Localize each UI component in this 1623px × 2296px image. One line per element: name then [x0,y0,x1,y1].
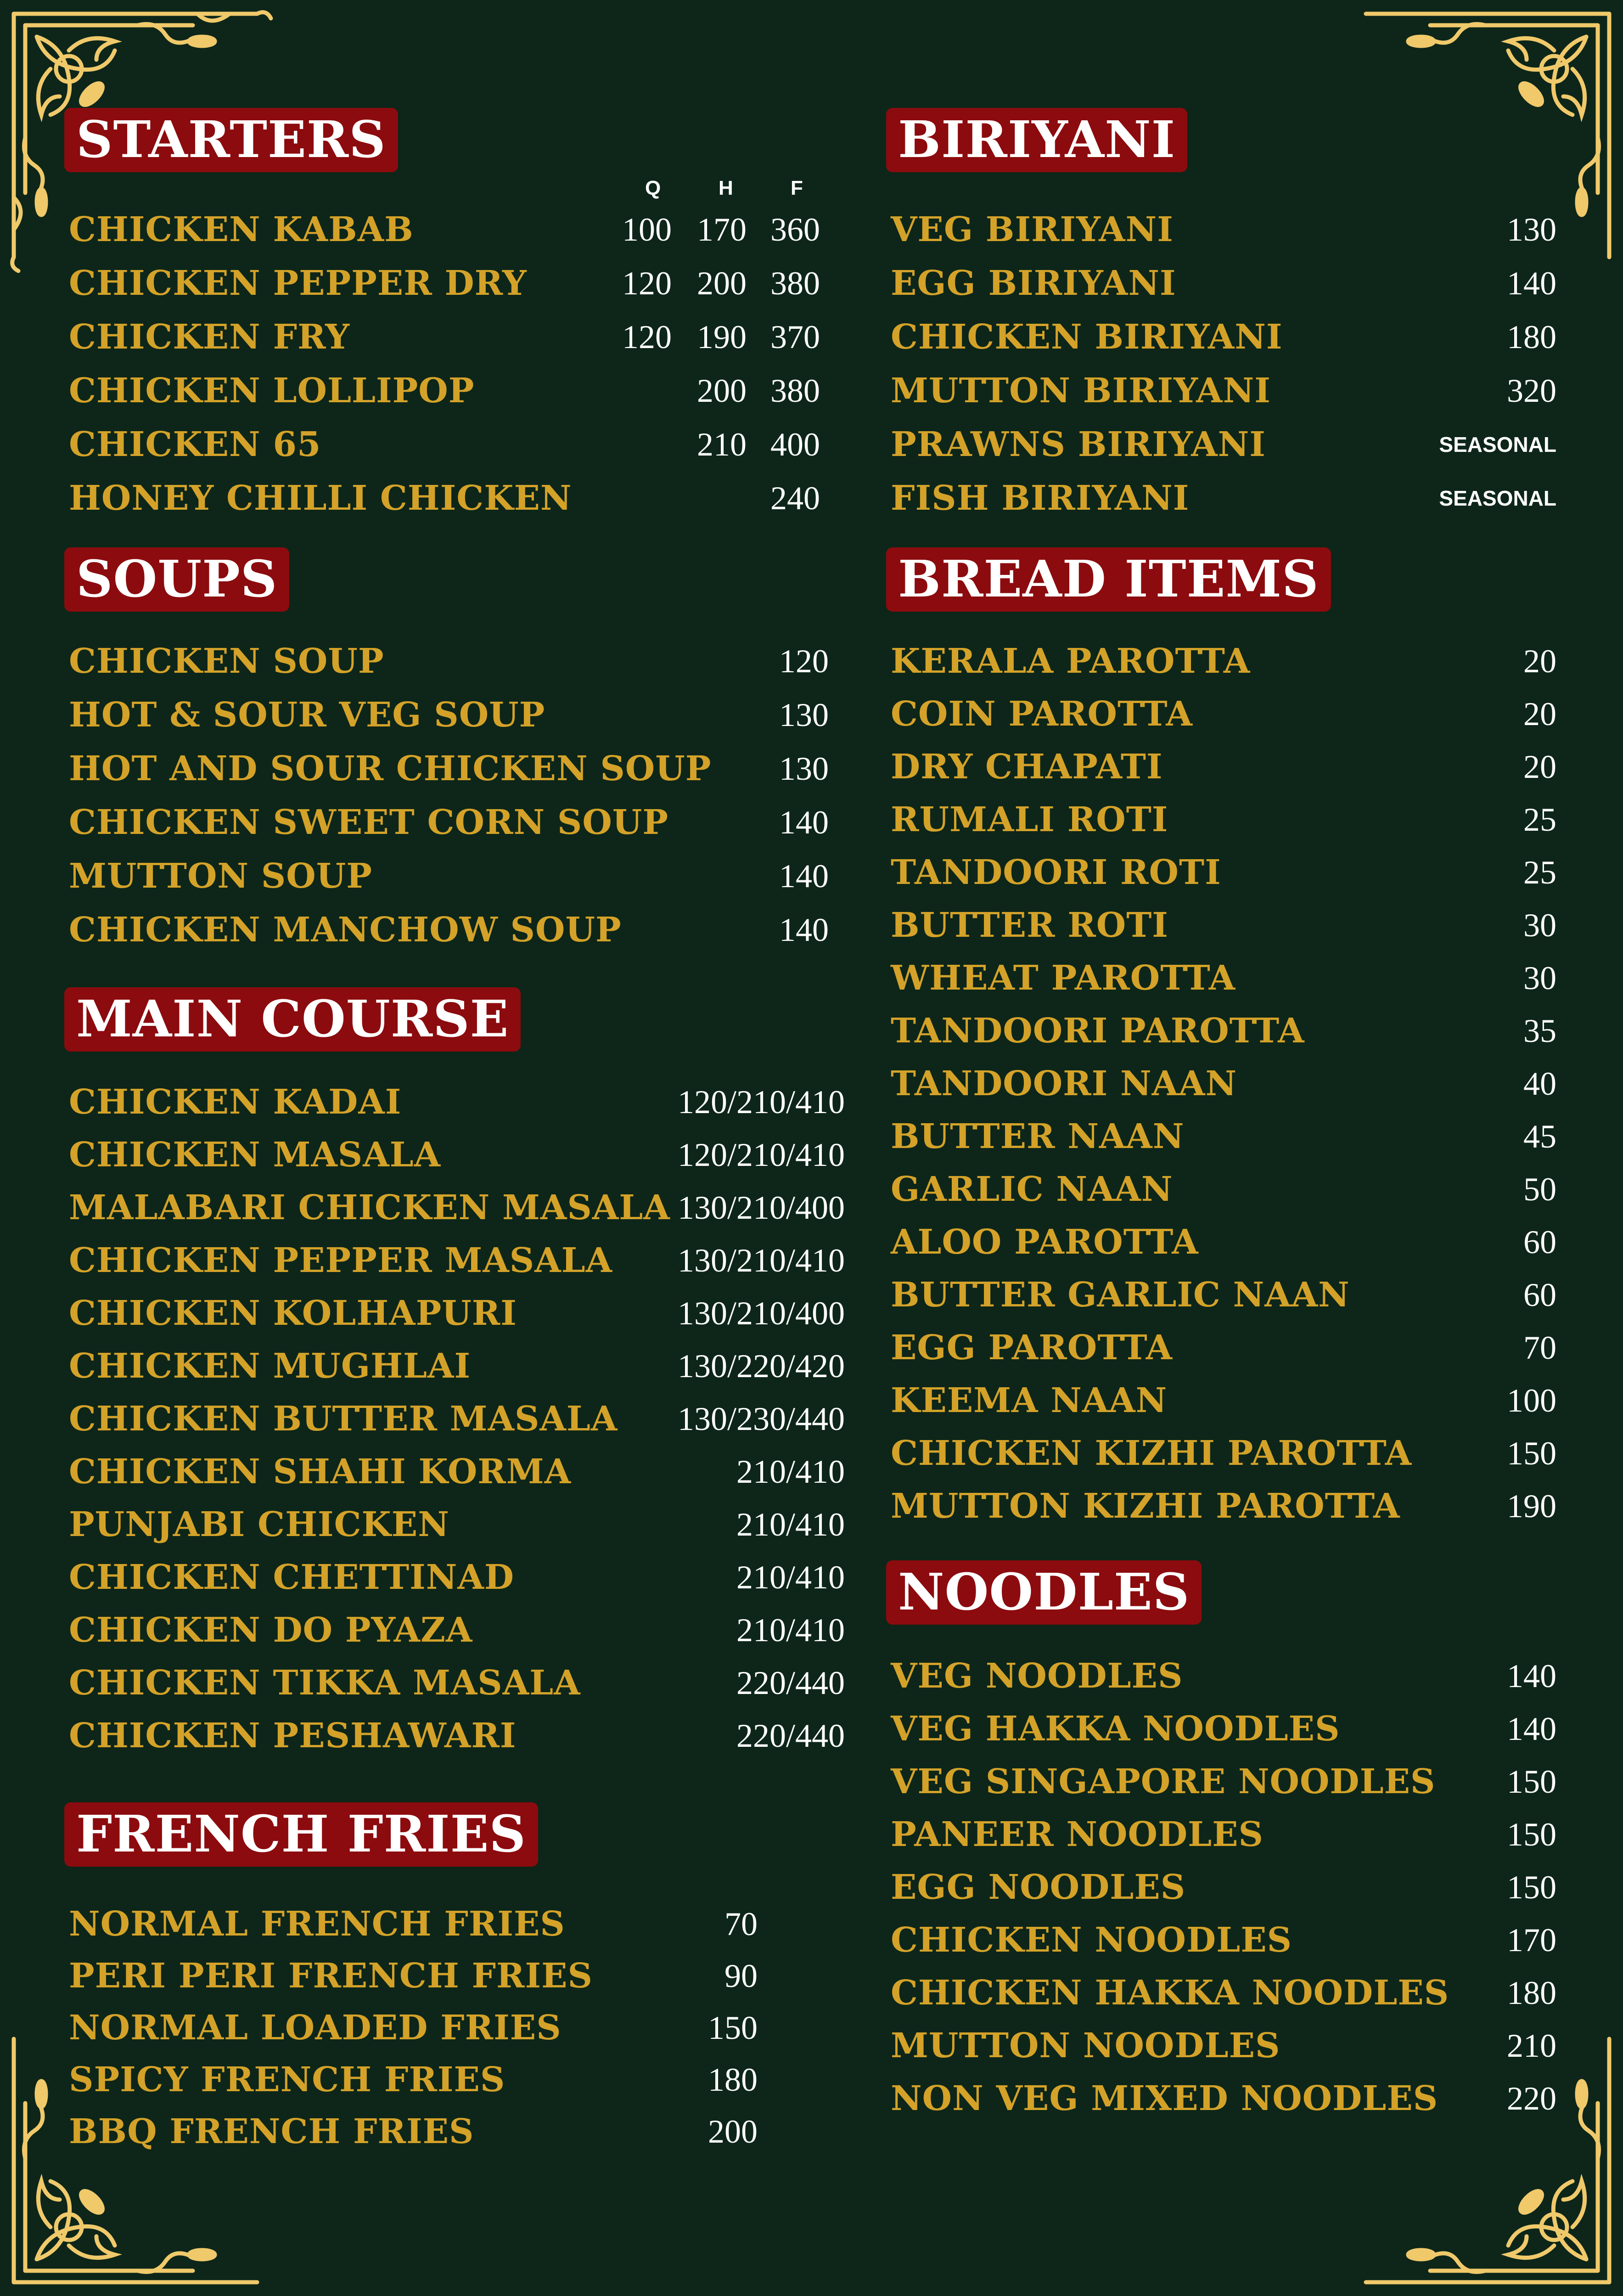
main-course-section [64,987,845,1052]
menu-item [886,1430,1566,1476]
item-price: 210/410 [736,1612,845,1649]
item-price: 130 [1507,211,1556,248]
item-name: CHICKEN BIRIYANI [891,317,1283,357]
section-title: NOODLES [886,1560,1202,1625]
item-name: CHICKEN BUTTER MASALA [69,1399,618,1439]
menu-item [886,260,1566,306]
item-price: 210 [1507,2027,1556,2064]
item-name: MUTTON NOODLES [891,2026,1280,2065]
item-price: 220/440 [736,1717,845,1754]
item-price: 130/220/420 [677,1348,845,1384]
column-header-h: H [719,177,733,199]
item-price: 140 [779,858,829,895]
menu-item [886,691,1566,737]
item-name: CHICKEN LOLLIPOP [69,371,475,411]
price-quarter: 100 [622,211,672,248]
item-name: VEG NOODLES [891,1656,1183,1696]
menu-item [886,475,1566,521]
item-price: SEASONAL [1439,486,1556,510]
menu-item [64,368,845,414]
column-header-f: F [791,177,803,199]
item-name: HOT AND SOUR CHICKEN SOUP [69,749,712,788]
item-price: 20 [1523,696,1556,732]
item-name: PUNJABI CHICKEN [69,1505,449,1544]
item-name: CHICKEN DO PYAZA [69,1610,473,1650]
item-name: CHICKEN NOODLES [891,1920,1292,1960]
price-full: 360 [770,211,820,248]
section-title: BIRIYANI [886,108,1187,172]
menu-item [886,1970,1566,2016]
item-price: 140 [779,912,829,948]
menu-item [886,2076,1566,2122]
item-price: 140 [1507,1658,1556,1694]
item-price: 20 [1523,748,1556,785]
price-full: 400 [770,426,820,463]
menu-item [64,853,845,899]
menu-item [64,1713,845,1759]
menu-item [64,907,845,953]
item-price: 130 [779,697,829,733]
starters-section [64,108,845,172]
item-name: CHICKEN KIZHI PAROTTA [891,1434,1412,1473]
menu-item [64,1660,845,1706]
item-name: CHICKEN PESHAWARI [69,1716,517,1756]
item-name: TANDOORI PAROTTA [891,1011,1305,1051]
item-price: 200 [708,2113,758,2150]
section-title: SOUPS [64,547,289,612]
item-name: CHICKEN KABAB [69,210,414,249]
item-price: 180 [708,2061,758,2098]
menu-item [64,2109,845,2155]
item-name: MUTTON BIRIYANI [891,371,1271,411]
menu-item [886,744,1566,790]
item-price: 120/210/410 [677,1137,845,1173]
item-name: GARLIC NAAN [891,1170,1173,1209]
item-name: EGG NOODLES [891,1868,1186,1907]
price-quarter: 120 [622,265,672,302]
item-price: 150 [1507,1869,1556,1906]
menu-item [64,1396,845,1442]
menu-item [886,314,1566,360]
menu-item [64,1290,845,1336]
item-name: CHICKEN HAKKA NOODLES [891,1973,1449,2013]
item-name: BUTTER NAAN [891,1117,1185,1156]
item-name: VEG SINGAPORE NOODLES [891,1762,1436,1801]
menu-item [886,422,1566,467]
item-name: CHICKEN PEPPER DRY [69,264,527,303]
menu-item [64,1554,845,1600]
menu-item [64,1185,845,1231]
menu-item [64,1238,845,1283]
item-price: 150 [1507,1763,1556,1800]
section-title: STARTERS [64,108,398,172]
item-price: 210/410 [736,1559,845,1596]
item-price: 180 [1507,319,1556,355]
item-name: CHICKEN SHAHI KORMA [69,1452,572,1491]
item-name: PRAWNS BIRIYANI [891,425,1266,464]
menu-item [64,746,845,792]
item-name: MALABARI CHICKEN MASALA [69,1188,670,1227]
item-name: KEEMA NAAN [891,1381,1168,1420]
menu-item [886,1759,1566,1805]
menu-item [64,1502,845,1548]
item-price: 150 [1507,1435,1556,1472]
menu-item [64,692,845,738]
menu-item [886,1812,1566,1857]
item-price: 170 [1507,1922,1556,1958]
price-full: 380 [770,265,820,302]
item-price: 210/410 [736,1453,845,1490]
item-price: 30 [1523,960,1556,996]
menu-item [64,1607,845,1653]
item-price: 120 [779,643,829,680]
item-name: MUTTON SOUP [69,856,372,896]
item-name: CHICKEN MUGHLAI [69,1346,471,1386]
item-name: CHICKEN KADAI [69,1082,402,1122]
item-name: KERALA PAROTTA [891,642,1251,681]
item-price: 320 [1507,372,1556,409]
item-name: CHICKEN SOUP [69,642,384,681]
menu-item [886,638,1566,684]
item-name: NORMAL LOADED FRIES [69,2008,562,2048]
item-price: 220 [1507,2080,1556,2117]
item-price: 45 [1523,1118,1556,1155]
menu-item [886,368,1566,414]
item-name: SPICY FRENCH FRIES [69,2060,505,2099]
price-full: 370 [770,319,820,355]
item-name: HOT & SOUR VEG SOUP [69,695,545,735]
item-price: 100 [1507,1382,1556,1419]
menu-item [886,1706,1566,1752]
menu-item [886,1378,1566,1424]
menu-item [64,1079,845,1125]
price-half: 190 [697,319,747,355]
item-price: 130/210/410 [677,1242,845,1279]
menu-item [64,475,845,521]
menu-item [886,955,1566,1001]
bread-items-section [886,547,1566,612]
menu-item [886,850,1566,895]
menu-item [886,1864,1566,1910]
item-price: 30 [1523,907,1556,944]
item-price: 120/210/410 [677,1084,845,1120]
item-name: TANDOORI ROTI [891,853,1221,892]
item-name: CHICKEN MASALA [69,1135,441,1175]
item-name: TANDOORI NAAN [891,1064,1237,1103]
item-price: 140 [1507,265,1556,302]
item-price: 130/210/400 [677,1189,845,1226]
menu-item [886,902,1566,948]
item-name: PANEER NOODLES [891,1815,1264,1854]
item-price: 60 [1523,1224,1556,1261]
item-price: 220/440 [736,1665,845,1701]
section-title: BREAD ITEMS [886,547,1331,612]
item-price: 35 [1523,1013,1556,1049]
item-price: SEASONAL [1439,433,1556,456]
menu-item [64,422,845,467]
price-half: 210 [697,426,747,463]
item-price: 130 [779,750,829,787]
menu-item [64,260,845,306]
column-header-q: Q [645,177,661,199]
item-name: FISH BIRIYANI [891,478,1190,518]
menu-item [64,2005,845,2051]
item-price: 130/210/400 [677,1295,845,1332]
item-name: CHICKEN TIKKA MASALA [69,1663,581,1703]
item-price: 140 [779,804,829,841]
soups-section [64,547,845,612]
menu-item [64,314,845,360]
menu-item [886,1061,1566,1107]
item-price: 180 [1507,1975,1556,2011]
item-price: 130/230/440 [677,1401,845,1437]
item-name: DRY CHAPATI [891,747,1163,787]
item-name: BUTTER GARLIC NAAN [891,1275,1350,1315]
item-name: NORMAL FRENCH FRIES [69,1904,565,1944]
menu-item [886,207,1566,253]
item-name: CHICKEN KOLHAPURI [69,1294,517,1333]
price-quarter: 120 [622,319,672,355]
price-half: 170 [697,211,747,248]
french-fries-section [64,1802,845,1867]
biriyani-section [886,108,1566,172]
item-price: 70 [1523,1329,1556,1366]
item-price: 190 [1507,1488,1556,1525]
item-name: PERI PERI FRENCH FRIES [69,1956,593,1996]
menu-item [64,1343,845,1389]
menu-item [886,1653,1566,1699]
item-name: HONEY CHILLI CHICKEN [69,478,572,518]
item-name: CHICKEN SWEET CORN SOUP [69,803,668,842]
item-name: CHICKEN 65 [69,425,321,464]
menu-item [886,2023,1566,2069]
item-price: 60 [1523,1277,1556,1313]
item-name: BUTTER ROTI [891,906,1168,945]
item-price: 150 [1507,1816,1556,1853]
item-name: BBQ FRENCH FRIES [69,2112,474,2151]
item-name: EGG BIRIYANI [891,264,1176,303]
menu-item [886,1483,1566,1529]
menu-item [64,2057,845,2103]
menu-item [886,1325,1566,1371]
item-name: CHICKEN PEPPER MASALA [69,1241,613,1280]
item-name: VEG HAKKA NOODLES [891,1709,1340,1749]
menu-item [886,1219,1566,1265]
section-title: MAIN COURSE [64,987,521,1052]
item-name: CHICKEN CHETTINAD [69,1558,515,1597]
price-half: 200 [697,372,747,409]
section-title: FRENCH FRIES [64,1802,538,1867]
item-name: VEG BIRIYANI [891,210,1174,249]
price-full: 380 [770,372,820,409]
menu-item [64,1953,845,1999]
menu-item [886,1272,1566,1318]
menu-item [886,1166,1566,1212]
noodles-section [886,1560,1566,1625]
item-name: EGG PAROTTA [891,1328,1173,1367]
item-price: 20 [1523,643,1556,680]
item-price: 25 [1523,801,1556,838]
item-price: 90 [724,1958,758,1994]
price-full: 240 [770,480,820,517]
item-price: 140 [1507,1711,1556,1747]
item-name: MUTTON KIZHI PAROTTA [891,1486,1400,1526]
item-price: 50 [1523,1171,1556,1208]
item-price: 25 [1523,854,1556,891]
menu-item [64,1449,845,1495]
item-name: ALOO PAROTTA [891,1222,1199,1262]
price-half: 200 [697,265,747,302]
menu-item [886,1008,1566,1054]
item-name: COIN PAROTTA [891,694,1193,734]
item-name: CHICKEN MANCHOW SOUP [69,910,622,950]
item-name: WHEAT PAROTTA [891,958,1236,998]
item-price: 40 [1523,1065,1556,1102]
item-name: NON VEG MIXED NOODLES [891,2079,1438,2118]
menu-item [64,207,845,253]
item-price: 210/410 [736,1506,845,1543]
item-name: CHICKEN FRY [69,317,350,357]
item-price: 70 [724,1906,758,1942]
menu-item [64,638,845,684]
menu-item [64,799,845,845]
item-price: 150 [708,2009,758,2046]
menu-item [64,1901,845,1947]
menu-item [886,797,1566,843]
menu-item [64,1132,845,1178]
item-name: RUMALI ROTI [891,800,1168,839]
menu-item [886,1917,1566,1963]
menu-item [886,1114,1566,1159]
